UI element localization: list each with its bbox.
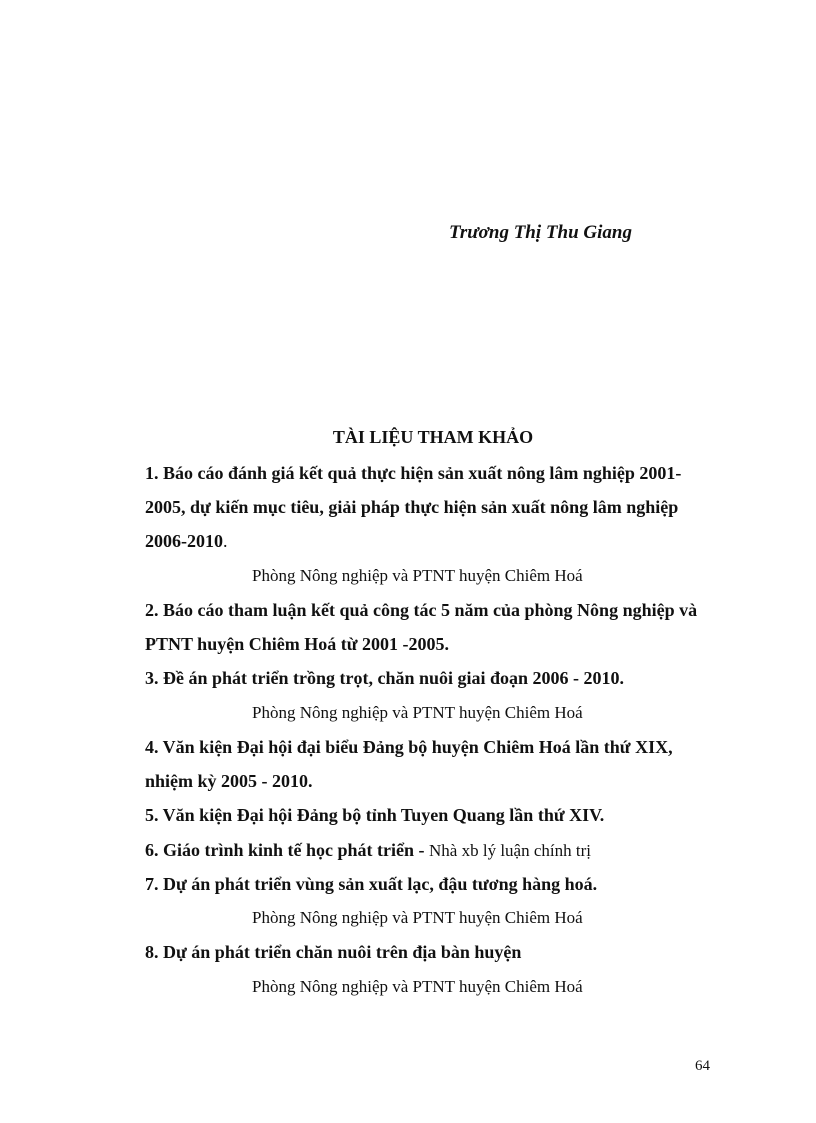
reference-4-line-1: 4. Văn kiện Đại hội đại biểu Đảng bộ huyện Chiêm Hoá lần thứ XIX, (145, 737, 673, 757)
references-heading: TÀI LIỆU THAM KHẢO (332, 427, 534, 447)
reference-1-source: Phòng Nông nghiệp và PTNT huyện Chiêm Hoá (252, 566, 583, 585)
reference-6-line-1 (145, 840, 591, 861)
reference-3-line-1: 3. Đề án phát triển trồng trọt, chăn nuôi giai đoạn 2006 - 2010. (145, 668, 625, 688)
reference-8-line-1: 8. Dự án phát triển chăn nuôi trên địa bàn huyện (145, 942, 522, 962)
reference-3-source: Phòng Nông nghiệp và PTNT huyện Chiêm Hoá (252, 703, 583, 722)
reference-7-source: Phòng Nông nghiệp và PTNT huyện Chiêm Hoá (252, 908, 583, 927)
reference-5-line-1: 5. Văn kiện Đại hội Đảng bộ tỉnh Tuyen Quang lần thứ XIV. (145, 805, 605, 825)
reference-6-publisher: Nhà xb lý luận chính trị (429, 841, 591, 860)
reference-1-line-3 (145, 531, 228, 552)
reference-1-line-1: 1. Báo cáo đánh giá kết quả thực hiện sản xuất nông lâm nghiệp 2001- (145, 463, 682, 483)
reference-1-line-2: 2005, dự kiến mục tiêu, giải pháp thực hiện sản xuất nông lâm nghiệp (145, 497, 679, 517)
reference-4-line-2: nhiệm kỳ 2005 - 2010. (145, 771, 313, 791)
page-number: 64 (695, 1058, 710, 1074)
reference-2-line-2: PTNT huyện Chiêm Hoá từ 2001 -2005. (145, 634, 449, 654)
reference-1-line-3-text: 2006-2010 (145, 531, 223, 551)
reference-7-line-1: 7. Dự án phát triển vùng sản xuất lạc, đậu tương hàng hoá. (145, 874, 598, 894)
reference-6-title: 6. Giáo trình kinh tế học phát triển - (145, 840, 430, 860)
reference-1-trail: . (223, 531, 228, 551)
reference-2-line-1: 2. Báo cáo tham luận kết quả công tác 5 năm của phòng Nông nghiệp và (145, 600, 698, 620)
author-name: Trương Thị Thu Giang (449, 222, 632, 243)
reference-8-source: Phòng Nông nghiệp và PTNT huyện Chiêm Hoá (252, 977, 583, 996)
